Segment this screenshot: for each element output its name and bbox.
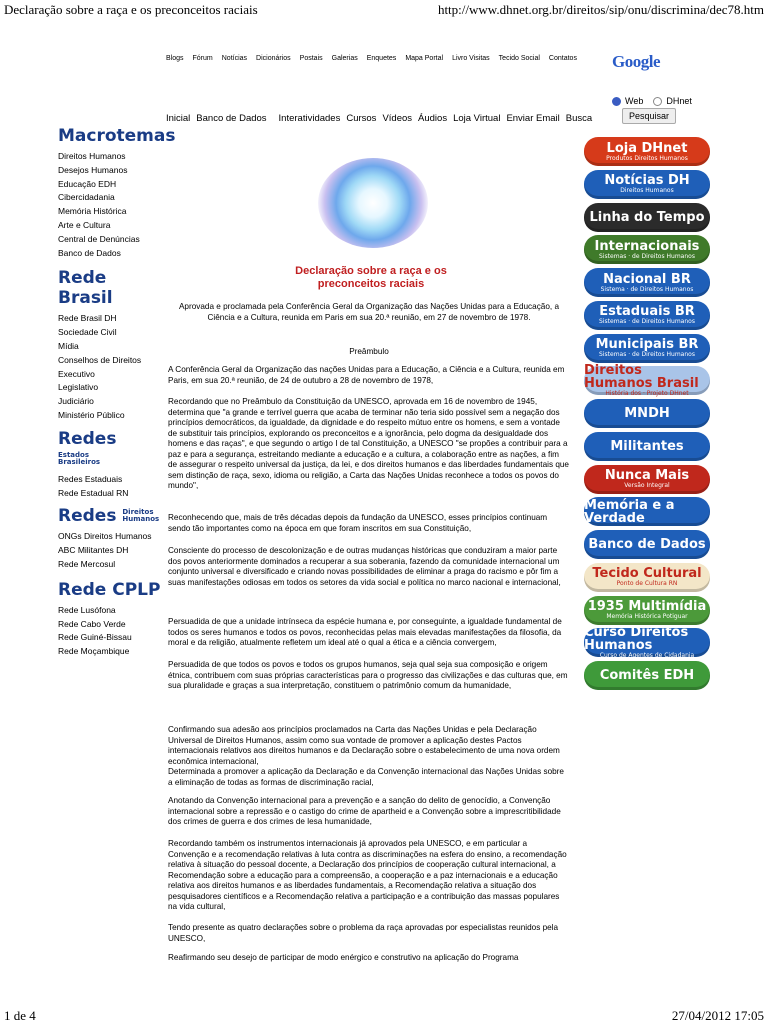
banner-estaduais-br[interactable] [584,301,710,330]
nav-busca[interactable]: Busca [565,113,593,124]
banner-tecido-cultural[interactable] [584,563,710,592]
banner-label: 1935 Multimídia [587,599,707,614]
rede-brasil-item[interactable]: Conselhos de Direitos [58,354,142,365]
macrotemas-item[interactable]: Arte e Cultura [58,219,111,230]
rede-brasil-item[interactable]: Judiciário [58,396,94,407]
top-link-dicionarios[interactable]: Dicionários [256,55,291,62]
nav-interatividades[interactable]: Interatividades [278,113,341,124]
banner-municipais-br[interactable] [584,334,710,363]
banner-militantes[interactable] [584,432,710,461]
macrotemas-item[interactable]: Memória Histórica [58,206,127,217]
rede-brasil-item[interactable]: Sociedade Civil [58,327,117,338]
nav-banco-de-dados[interactable]: Banco de Dados [196,113,267,124]
radio-web-label: Web [625,96,644,106]
main-nav [166,113,598,124]
banner-label: Militantes [610,438,684,454]
rede-brasil-item[interactable]: Legislativo [58,382,99,393]
rede-cplp-item[interactable]: Rede Lusófona [58,604,116,615]
print-page-url: http://www.dhnet.org.br/direitos/sip/onu/discrimina/dec78.htm [437,2,764,17]
nav-enviar-email[interactable]: Enviar Email [506,113,560,124]
redes-dh-title: Redes [58,506,117,527]
rede-brasil-heading: Rede Brasil [58,268,113,309]
redes-dh-heading [58,506,163,526]
document-paragraph: Anotando da Convenção internacional para a prevenção e a sanção do delito de genocídio, a Convenção internacional sobre a repressão e o castigo do crime de apartheid e a Convenção sobre a imprescritibilidade dos crimes de guerra e dos crimes de lesa humanidade, [168,796,561,826]
top-link-livro-visitas[interactable]: Livro Visitas [452,55,490,62]
document-paragraph: Determinada a promover a aplicação da Declaração e da Convenção internacional das Nações Unidas sobre a eliminação de todas as formas de discriminação racial, [168,767,564,787]
top-link-mapa-portal[interactable]: Mapa Portal [405,55,444,62]
banner-nunca-mais[interactable] [584,465,710,494]
document-paragraph: Tendo presente as quatro declarações sobre o problema da raça aprovadas por especialistas reunidos pela UNESCO, [168,923,559,943]
banner-sublabel: Memória Histórica Potiguar [606,613,688,620]
rede-cplp-item[interactable]: Rede Cabo Verde [58,618,126,629]
banner-direitos-humanos-brasil[interactable] [584,363,710,398]
rede-cplp-list [58,604,163,659]
banner-banco-de-dados[interactable] [584,530,710,559]
banner-label: Loja DHnet [606,140,688,156]
banner-label: Direitos Humanos Brasil [584,363,699,392]
redes-dh-item[interactable]: ABC Militantes DH [58,545,129,556]
rede-brasil-item[interactable]: Mídia [58,340,79,351]
banner-label: Internacionais [594,238,700,254]
redes-dh-item[interactable]: ONGs Direitos Humanos [58,531,152,542]
rede-brasil-item[interactable]: Executivo [58,368,95,379]
top-link-noticias[interactable]: Notícias [221,55,248,62]
banner-label: Municipais BR [595,337,699,352]
redes-estados-list [58,473,163,501]
macrotemas-item[interactable]: Desejos Humanos [58,164,128,175]
banner-label: Notícias DH [604,173,690,189]
banner-linha-do-tempo[interactable] [584,203,710,232]
redes-dh-item[interactable]: Rede Mercosul [58,558,116,569]
right-banner-column [584,137,710,694]
banner-label: Nacional BR [603,271,691,287]
rede-cplp-item[interactable]: Rede Moçambique [58,646,130,657]
print-page-number: 1 de 4 [4,1008,36,1023]
redes-estados-item[interactable]: Rede Estadual RN [58,487,129,498]
top-link-blogs[interactable]: Blogs [166,55,184,62]
banner-label: Linha do Tempo [589,209,705,225]
radio-dhnet[interactable] [653,97,662,106]
banner-sublabel: Versão Integral [624,482,670,489]
top-link-postais[interactable]: Postais [299,55,323,62]
redes-estados-title: Redes [58,428,117,449]
document-paragraph: Reconhecendo que, mais de três décadas depois da fundação da UNESCO, esses princípios continuam sendo tão importantes como na época em que foram inscritos em sua Constituição, [168,513,548,533]
macrotemas-item[interactable]: Educação EDH [58,178,117,189]
search-options [612,96,692,106]
banner-label: Banco de Dados [588,537,706,552]
banner-label: Comitês EDH [599,668,695,683]
rede-cplp-item[interactable]: Rede Guiné-Bissau [58,632,132,643]
nav-loja-virtual[interactable]: Loja Virtual [453,113,501,124]
document-paragraph: Confirmando sua adesão aos princípios proclamados na Carta das Nações Unidas e pela Declaração Universal de Direitos Humanos, assim como sua vontade de promover a aplicação destes Pactos internacionais relativos aos direitos humanos e da Declaração sobre o estabelecimento de uma nova ordem econômica internacional, [168,725,560,766]
banner-curso-direitos-humanos[interactable] [584,625,710,660]
banner-sublabel: Sistemas · de Direitos Humanos [599,318,695,326]
nav-cursos[interactable]: Cursos [346,113,377,124]
banner-sublabel: Produtos Direitos Humanos [606,154,688,162]
nav-videos[interactable]: Vídeos [382,113,413,124]
banner-label: Tecido Cultural [592,566,702,582]
redes-estados-heading [58,429,163,469]
document-paragraph: Persuadida de que a unidade intrínseca da espécie humana e, por conseguinte, a igualdade fundamental de todos os seres humanos e todos os povos, reconhecidas pelas mais elevadas manifestações da filosofia, da moral e da religião, atualmente refletem um ideal até o qual a ética e a ciência convergem, [168,617,562,647]
document-paragraph: Persuadida de que todos os povos e todos os grupos humanos, seja qual seja sua composição e origem étnica, contribuem com suas próprias características para o progresso das civilizações e das culturas que, em sua pluralidade e graças a sua interpretação, constituem o patrimônio comum da humanidade, [168,660,568,690]
banner-label: Memória e a Verdade [584,497,675,526]
left-sidebar [58,124,176,659]
banner-label: Nunca Mais [604,468,690,483]
redes-dh-sub: Direitos Humanos [122,508,160,524]
banner-1935-multim-dia[interactable] [584,596,710,625]
banner-sublabel: Sistemas · de Direitos Humanos [599,351,695,358]
document-paragraph: Reafirmando seu desejo de participar de modo enérgico e construtivo na aplicação do Programa [168,953,519,962]
print-datetime: 27/04/2012 17:05 [671,1008,764,1023]
banner-comit-s-edh[interactable] [584,661,710,690]
document-paragraph: Consciente do processo de descolonização e de outras mudanças históricas que conduziram a maior parte dos povos anteriormente dominados a recuperar a sua soberania, fazendo da comunidade internacional um conjunto universal e diversificado e criando novas possibilidades de eliminar a praga do racismo e pôr fim a suas manifestações odiosas em todos os setores da vida social e política no marco nacional e internacional, [168,546,561,587]
banner-loja-dhnet[interactable] [584,137,710,166]
redes-dh-list [58,530,163,571]
search-button[interactable]: Pesquisar [622,108,676,124]
macrotemas-item[interactable]: Banco de Dados [58,247,121,258]
top-link-forum[interactable]: Fórum [192,55,213,62]
preambulo-heading: Preâmbulo [349,347,389,356]
top-links-bar [166,55,586,62]
rede-brasil-item[interactable]: Rede Brasil DH [58,313,117,324]
radio-dhnet-label: DHnet [666,96,692,106]
macrotemas-item[interactable]: Direitos Humanos [58,151,126,161]
banner-sublabel: Curso de Agentes de Cidadania [599,652,695,660]
banner-sublabel: Ponto de Cultura RN [616,580,678,588]
banner-label: Curso Direitos Humanos [584,625,689,654]
macrotemas-item[interactable]: Cibercidadania [58,192,115,203]
banner-sublabel: Direitos Humanos [620,187,674,195]
globe-logo-image [318,158,428,248]
rede-brasil-item[interactable]: Ministério Público [58,409,125,420]
document-paragraph: A Conferência Geral da Organização das nações Unidas para a Educação, a Ciência e a Cultura, reunida em Paris, em sua 20.ª reunião, de 24 de outubro a 28 de novembro de 1978, [168,365,565,385]
macrotemas-item[interactable]: Central de Denúncias [58,233,140,244]
banner-mem-ria-e-a-verdade[interactable] [584,497,710,526]
rede-brasil-list [58,312,163,422]
rede-cplp-heading: Rede CPLP [58,579,161,600]
banner-mndh[interactable] [584,399,710,428]
radio-web[interactable] [612,97,621,106]
nav-inicial[interactable]: Inicial [166,113,191,124]
document-paragraph: Recordando que no Preâmbulo da Constituição da UNESCO, aprovada em 16 de novembro de 1945, determina que "a grande e terrível guerra que acaba de terminar não teria sido possível sem a negação dos princípios democráticos, da igualdade, da dignidade e do respeito mútuo entre os homens, e sem a vontade de substituir tais princípios, explorando os preconceitos e a ignorância, pelo dogma da desigualdade dos homens e das raças", e que segundo o artigo I de tal Constituição, a UNESCO "se propões a contribuir para a paz e para a segurança, estreitando mediante a educação e a cultura, a colaboração entre as nações, a fim de assegurar o respeito universal da justiça, da lei, e dos direitos humanos e das liberdades fundamentais que sem distinção de raça, sexo, idioma ou religião, a Carta das Nações Unidas reconhece a todos os povos do mundo", [168,397,569,490]
redes-estados-item[interactable]: Redes Estaduais [58,473,123,484]
banner-sublabel: Sistemas · de Direitos Humanos [599,252,695,260]
banner-not-cias-dh[interactable] [584,170,710,199]
google-logo: Google [612,52,660,71]
print-page-title: Declaração sobre a raça e os preconceitos raciais [4,2,258,17]
banner-internacionais[interactable] [584,235,710,264]
top-link-galerias[interactable]: Galerias [331,55,358,62]
top-link-tecido-social[interactable]: Tecido Social [498,55,540,62]
document-paragraph: Recordando também os instrumentos internacionais já aprovados pela UNESCO, e em particular a Convenção e a recomendação relativas à luta contra as discriminações na esfera do ensino, a recomendação relativa à situação do pessoal docente, a Declaração dos princípios de cooperação cultural internacional, a Recomendação sobre a educação para a compreensão, a cooperação e a paz internacionais e a educação relativa aos direitos humanos e as liberdades fundamentais, a Recomendação relativa a situação dos pesquisadores científicos e a Recomendação relativa a participação e a contribuição das massas populares na vida cultural, [168,839,567,911]
top-link-enquetes[interactable]: Enquetes [366,55,397,62]
nav-audios[interactable]: Áudios [418,113,448,124]
redes-estados-sub: Estados Brasileiros [58,450,101,466]
banner-label: MNDH [624,406,670,421]
top-link-contatos[interactable]: Contatos [548,55,577,62]
banner-nacional-br[interactable] [584,268,710,297]
banner-sublabel: História dos · Projeto DHnet [605,390,689,398]
banner-label: Estaduais BR [599,304,695,320]
document-intro: Aprovada e proclamada pela Conferência Geral da Organização das Nações Unidas para a Educação, a Ciência e a Cultura, reunida em Paris em sua 20.ª reunião, em 27 de novembro de 1978. [178,302,560,322]
document-title: Declaração sobre a raça e os preconceitos raciais [295,265,447,290]
banner-sublabel: Sistema · de Direitos Humanos [600,285,694,293]
macrotemas-heading: Macrotemas [58,126,176,146]
macrotemas-list [58,150,163,260]
